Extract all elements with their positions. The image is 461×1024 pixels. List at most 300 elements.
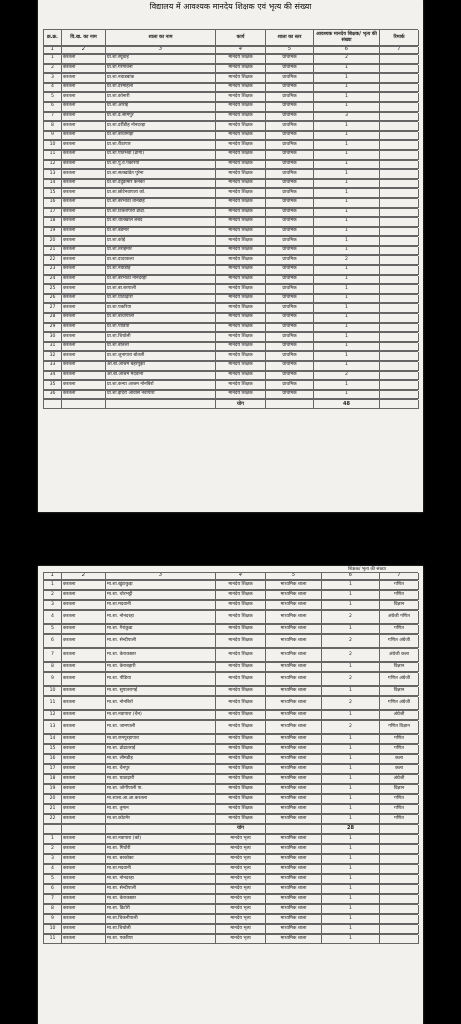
level-cell: प्राथमिक xyxy=(266,372,314,381)
remark-cell: गणित xyxy=(380,625,419,634)
role-cell: मानदेय शिक्षक xyxy=(216,285,266,294)
subtotal-value: 28 xyxy=(322,825,380,834)
count-cell: 1 xyxy=(314,151,380,160)
table-row xyxy=(43,284,418,294)
school-cell: मा.शा. ढोढातराई xyxy=(106,745,216,754)
level-cell: प्राथमिक xyxy=(266,256,314,265)
table-row xyxy=(43,54,418,64)
block-cell: करतला xyxy=(62,352,106,361)
block-cell: करतला xyxy=(62,915,106,924)
column-number: 4 xyxy=(216,573,266,580)
count-cell: 1 xyxy=(314,65,380,74)
remark-cell: कला xyxy=(380,755,419,764)
serial-cell: 8 xyxy=(44,122,62,131)
level-cell: प्राथमिक xyxy=(266,209,314,218)
role-cell: मानदेय शिक्षक xyxy=(216,247,266,256)
table-row xyxy=(43,804,418,814)
table-row xyxy=(43,246,418,256)
school-cell: प्रा.शा.छोटेनवापारा को. xyxy=(106,189,216,198)
role-cell: मानदेय भृत्य xyxy=(216,925,266,934)
remark-cell xyxy=(380,343,419,352)
school-cell: प्रा.शा.बरभांठा तीनडीह xyxy=(106,199,216,208)
count-cell: 1 xyxy=(314,84,380,93)
level-cell: प्राथमिक xyxy=(266,65,314,74)
level-cell: माध्यमिक शाला xyxy=(266,765,322,774)
serial-cell: 9 xyxy=(44,915,62,924)
level-cell: प्राथमिक xyxy=(266,93,314,102)
count-cell: 1 xyxy=(314,285,380,294)
remark-cell xyxy=(380,875,419,884)
role-cell: मानदेय शिक्षक xyxy=(216,199,266,208)
remark-cell xyxy=(380,352,419,361)
level-cell: प्राथमिक xyxy=(266,381,314,390)
school-cell: मा.शा. केराकछार xyxy=(106,895,216,904)
table-row xyxy=(43,83,418,93)
remark-cell xyxy=(380,141,419,150)
count-cell: 1 xyxy=(314,170,380,179)
count-cell: 1 xyxy=(314,141,380,150)
school-cell: प्रा.शा.कोई xyxy=(106,237,216,246)
count-cell: 1 xyxy=(322,925,380,934)
serial-cell: 33 xyxy=(44,362,62,371)
school-cell: मा.शा. नोनबिर्रा xyxy=(106,697,216,710)
block-cell: करतला xyxy=(62,663,106,672)
level-cell: प्राथमिक xyxy=(266,276,314,285)
serial-cell: 36 xyxy=(44,391,62,400)
level-cell: माध्यमिक शाला xyxy=(266,663,322,672)
column-number: 3 xyxy=(106,573,216,580)
level-cell: माध्यमिक शाला xyxy=(266,795,322,804)
serial-cell: 11 xyxy=(44,151,62,160)
level-cell: माध्यमिक शाला xyxy=(266,865,322,874)
school-cell: मा.शा. घाठाढ़ारी xyxy=(106,775,216,784)
level-cell: प्राथमिक xyxy=(266,122,314,131)
block-cell: करतला xyxy=(62,170,106,179)
block-cell: करतला xyxy=(62,765,106,774)
table-row xyxy=(43,624,418,634)
role-cell: मानदेय शिक्षक xyxy=(216,663,266,672)
staff-table-primary xyxy=(43,29,418,409)
block-cell: करतला xyxy=(62,161,106,170)
school-cell: मा.शा. जोगीपाली पा. xyxy=(106,785,216,794)
count-cell: 1 xyxy=(322,815,380,824)
block-cell: करतला xyxy=(62,935,106,944)
role-cell: मानदेय शिक्षक xyxy=(216,333,266,342)
count-cell: 1 xyxy=(322,935,380,944)
block-cell: करतला xyxy=(62,256,106,265)
count-cell: 2 xyxy=(314,372,380,381)
header-level-cell: शाला का स्तर xyxy=(266,30,314,46)
role-cell: मानदेय शिक्षक xyxy=(216,381,266,390)
school-cell: मा.शा.मदवानी xyxy=(106,601,216,610)
block-cell: करतला xyxy=(62,795,106,804)
level-cell: प्राथमिक xyxy=(266,151,314,160)
school-cell: प्रा.शा.रीठापार xyxy=(106,141,216,150)
serial-cell: 14 xyxy=(44,180,62,189)
count-cell: 1 xyxy=(322,835,380,844)
block-cell: करतला xyxy=(62,84,106,93)
table-row xyxy=(43,744,418,754)
count-cell: 1 xyxy=(322,795,380,804)
school-cell: प्रा.शा.इंदिरा आवास नवापारा xyxy=(106,391,216,400)
remark-cell xyxy=(380,189,419,198)
table-row xyxy=(43,313,418,323)
table-row xyxy=(43,754,418,764)
block-cell: करतला xyxy=(62,266,106,275)
serial-cell: 12 xyxy=(44,161,62,170)
count-cell: 2 xyxy=(322,697,380,710)
school-cell: प्रा.शा.जुनापारा बोतली xyxy=(106,352,216,361)
block-cell: करतला xyxy=(62,905,106,914)
school-cell: आ.बा.आश्रम बेहरपुझा xyxy=(106,362,216,371)
serial-cell: 6 xyxy=(44,635,62,648)
remark-cell xyxy=(380,855,419,864)
remark-cell: अंग्रेजी गणित xyxy=(380,611,419,624)
total-value: 48 xyxy=(314,400,380,409)
count-cell: 1 xyxy=(322,755,380,764)
school-cell: प्रा.शा.दादरकला xyxy=(106,256,216,265)
school-cell: मा.शा. तुमान xyxy=(106,805,216,814)
role-cell: मानदेय भृत्य xyxy=(216,835,266,844)
remark-cell xyxy=(380,170,419,179)
serial-cell: 20 xyxy=(44,795,62,804)
serial-cell: 15 xyxy=(44,745,62,754)
role-cell: मानदेय भृत्य xyxy=(216,935,266,944)
block-cell: करतला xyxy=(62,199,106,208)
level-cell: माध्यमिक शाला xyxy=(266,935,322,944)
remark-cell: विज्ञान xyxy=(380,663,419,672)
count-cell: 1 xyxy=(322,855,380,864)
remark-cell: गणित अंग्रेजी xyxy=(380,635,419,648)
role-cell: मानदेय शिक्षक xyxy=(216,581,266,590)
role-cell: मानदेय शिक्षक xyxy=(216,295,266,304)
count-cell: 2 xyxy=(322,721,380,734)
block-cell: करतला xyxy=(62,295,106,304)
serial-cell: 4 xyxy=(44,84,62,93)
table-row xyxy=(43,814,418,824)
remark-cell xyxy=(380,362,419,371)
level-cell: माध्यमिक शाला xyxy=(266,745,322,754)
serial-cell: 2 xyxy=(44,845,62,854)
table-row xyxy=(43,303,418,313)
count-cell: 1 xyxy=(314,199,380,208)
header-block-cell: वि.ख. का नाम xyxy=(62,30,106,46)
table-row xyxy=(43,580,418,590)
remark-cell: अंग्रेजी कला xyxy=(380,649,419,662)
level-cell: प्राथमिक xyxy=(266,324,314,333)
serial-cell: 7 xyxy=(44,649,62,662)
table-row xyxy=(43,64,418,74)
block-cell: करतला xyxy=(62,122,106,131)
role-cell: मानदेय शिक्षक xyxy=(216,209,266,218)
level-cell: प्राथमिक xyxy=(266,84,314,93)
block-cell: करतला xyxy=(62,141,106,150)
remark-cell xyxy=(380,180,419,189)
serial-cell: 10 xyxy=(44,141,62,150)
table-row xyxy=(43,794,418,804)
role-cell: मानदेय शिक्षक xyxy=(216,55,266,64)
table-row xyxy=(43,112,418,122)
remark-cell: गणित अंग्रेजी xyxy=(380,673,419,686)
role-cell: मानदेय शिक्षक xyxy=(216,795,266,804)
role-cell: मानदेय शिक्षक xyxy=(216,266,266,275)
level-cell: प्राथमिक xyxy=(266,74,314,83)
serial-cell: 5 xyxy=(44,93,62,102)
level-cell: माध्यमिक शाला xyxy=(266,711,322,720)
table-row xyxy=(43,774,418,784)
column-number: 2 xyxy=(62,573,106,580)
table-row xyxy=(43,672,418,686)
level-cell: माध्यमिक शाला xyxy=(266,649,322,662)
column-number: 5 xyxy=(266,573,322,580)
level-cell: माध्यमिक शाला xyxy=(266,721,322,734)
table-row xyxy=(43,610,418,624)
block-cell: करतला xyxy=(62,55,106,64)
role-cell: मानदेय शिक्षक xyxy=(216,304,266,313)
remark-cell: कला xyxy=(380,765,419,774)
table-row xyxy=(43,764,418,774)
role-cell: मानदेय शिक्षक xyxy=(216,84,266,93)
remark-cell xyxy=(380,905,419,914)
serial-cell: 6 xyxy=(44,885,62,894)
column-number: 6 xyxy=(322,573,380,580)
school-cell: प्रा.शा.ढ.सामपुर xyxy=(106,113,216,122)
count-cell: 1 xyxy=(322,805,380,814)
staff-table-middle xyxy=(43,572,418,944)
role-cell: मानदेय शिक्षक xyxy=(216,745,266,754)
block-cell: करतला xyxy=(62,65,106,74)
table-row xyxy=(43,217,418,227)
serial-cell: 7 xyxy=(44,113,62,122)
level-cell: प्राथमिक xyxy=(266,103,314,112)
remark-cell: गणित xyxy=(380,795,419,804)
serial-cell: 1 xyxy=(44,581,62,590)
remark-cell xyxy=(380,122,419,131)
serial-cell: 26 xyxy=(44,295,62,304)
role-cell: मानदेय शिक्षक xyxy=(216,228,266,237)
role-cell: मानदेय शिक्षक xyxy=(216,161,266,170)
school-cell: प्रा.शा.बडमार xyxy=(106,228,216,237)
role-cell: मानदेय शिक्षक xyxy=(216,343,266,352)
remark-cell: गणित xyxy=(380,735,419,744)
school-cell: प्रा.शा.घाठाढ़ारी xyxy=(106,295,216,304)
header-role-cell: कार्य xyxy=(216,30,266,46)
count-cell: 2 xyxy=(314,55,380,64)
serial-cell: 32 xyxy=(44,352,62,361)
role-cell: मानदेय शिक्षक xyxy=(216,815,266,824)
header-count-cell: आवश्यक मानदेय शिक्षक/ भृत्य की संख्या xyxy=(314,30,380,46)
count-cell: 1 xyxy=(322,591,380,600)
remark-cell xyxy=(380,276,419,285)
level-cell: माध्यमिक शाला xyxy=(266,785,322,794)
remark-cell: विज्ञान xyxy=(380,687,419,696)
table-row xyxy=(43,864,418,874)
school-cell: मा.शा. केराबहारी xyxy=(106,663,216,672)
role-cell: मानदेय शिक्षक xyxy=(216,180,266,189)
count-cell: 1 xyxy=(314,391,380,400)
table-row xyxy=(43,380,418,390)
subtotal-label: योग xyxy=(216,825,266,834)
table-body xyxy=(43,580,418,824)
column-number-row xyxy=(43,46,418,54)
serial-cell: 4 xyxy=(44,865,62,874)
column-number: 4 xyxy=(216,47,266,54)
remark-cell xyxy=(380,55,419,64)
table-row xyxy=(43,934,418,944)
table-row xyxy=(43,351,418,361)
school-cell: मा.शा. गैरांकुडा xyxy=(106,625,216,634)
table-row xyxy=(43,188,418,198)
count-cell: 1 xyxy=(314,218,380,227)
block-cell: करतला xyxy=(62,228,106,237)
remark-cell xyxy=(380,132,419,141)
role-cell: मानदेय शिक्षक xyxy=(216,141,266,150)
header-remark-cell: रिमार्क xyxy=(380,30,419,46)
school-cell: मा.शा.मदवानी xyxy=(106,865,216,874)
school-cell: प्रा.शा.पीडिया xyxy=(106,324,216,333)
column-number: 3 xyxy=(106,47,216,54)
block-cell: करतला xyxy=(62,711,106,720)
remark-cell: विज्ञान xyxy=(380,601,419,610)
school-cell: प्रा.शा.दर्रीडीह नोनदरहा xyxy=(106,122,216,131)
count-cell: 3 xyxy=(314,113,380,122)
serial-cell: 18 xyxy=(44,775,62,784)
serial-cell: 18 xyxy=(44,218,62,227)
table-row xyxy=(43,102,418,112)
remark-cell xyxy=(380,237,419,246)
table-row xyxy=(43,924,418,934)
role-cell: मानदेय शिक्षक xyxy=(216,649,266,662)
block-cell: करतला xyxy=(62,113,106,122)
level-cell: माध्यमिक शाला xyxy=(266,845,322,854)
block-cell: करतला xyxy=(62,865,106,874)
count-cell: 1 xyxy=(322,885,380,894)
serial-cell: 25 xyxy=(44,285,62,294)
remark-cell xyxy=(380,247,419,256)
role-cell: मानदेय भृत्य xyxy=(216,885,266,894)
role-cell: मानदेय शिक्षक xyxy=(216,735,266,744)
table-row xyxy=(43,784,418,794)
role-cell: मानदेय शिक्षक xyxy=(216,711,266,720)
serial-cell: 11 xyxy=(44,935,62,944)
remark-cell: गणित xyxy=(380,745,419,754)
table-row xyxy=(43,914,418,924)
table-row xyxy=(43,294,418,304)
count-cell: 2 xyxy=(322,635,380,648)
serial-cell: 21 xyxy=(44,805,62,814)
count-cell: 1 xyxy=(322,687,380,696)
count-cell: 1 xyxy=(314,122,380,131)
count-cell: 1 xyxy=(314,362,380,371)
table-row xyxy=(43,662,418,672)
level-cell: माध्यमिक शाला xyxy=(266,925,322,934)
count-cell: 2 xyxy=(322,649,380,662)
count-cell: 1 xyxy=(322,865,380,874)
serial-cell: 34 xyxy=(44,372,62,381)
school-cell: प्रा.शा.पीतभंवा (ढोंगा) xyxy=(106,151,216,160)
table-body xyxy=(43,54,418,399)
remark-cell: अंग्रेजी xyxy=(380,711,419,720)
role-cell: मानदेय भृत्य xyxy=(216,865,266,874)
school-cell: मा.शा. पकरिया xyxy=(106,935,216,944)
role-cell: मानदेय शिक्षक xyxy=(216,170,266,179)
role-cell: मानदेय शिक्षक xyxy=(216,775,266,784)
level-cell: प्राथमिक xyxy=(266,237,314,246)
serial-cell: 9 xyxy=(44,673,62,686)
block-cell: करतला xyxy=(62,209,106,218)
count-cell: 1 xyxy=(314,352,380,361)
count-cell: 1 xyxy=(314,295,380,304)
header-school-cell: शाला का नाम xyxy=(106,30,216,46)
remark-cell xyxy=(380,74,419,83)
remark-cell xyxy=(380,835,419,844)
total-label: योग xyxy=(216,400,266,409)
level-cell: माध्यमिक शाला xyxy=(266,625,322,634)
block-cell: करतला xyxy=(62,391,106,400)
level-cell: माध्यमिक शाला xyxy=(266,735,322,744)
column-number: 1 xyxy=(44,573,62,580)
serial-cell: 12 xyxy=(44,711,62,720)
school-cell: प्रा.शा.स्यूठीह xyxy=(106,55,216,64)
school-cell: मा.शा.नवापारा (चैन) xyxy=(106,711,216,720)
school-cell: मा.शा. केराकछार xyxy=(106,649,216,662)
role-cell: मानदेय शिक्षक xyxy=(216,805,266,814)
block-cell: करतला xyxy=(62,885,106,894)
school-cell: प्रा.शा.नवाडबांक xyxy=(106,74,216,83)
level-cell: माध्यमिक शाला xyxy=(266,673,322,686)
level-cell: प्राथमिक xyxy=(266,161,314,170)
serial-cell: 1 xyxy=(44,835,62,844)
table-row xyxy=(43,160,418,170)
school-cell: मा.शा. सेन्दीपाली xyxy=(106,635,216,648)
count-cell: 2 xyxy=(314,256,380,265)
column-number: 7 xyxy=(380,47,419,54)
block-cell: करतला xyxy=(62,673,106,686)
serial-cell: 28 xyxy=(44,314,62,323)
count-cell: 1 xyxy=(322,765,380,774)
block-cell: करतला xyxy=(62,333,106,342)
column-number: 1 xyxy=(44,47,62,54)
remark-cell xyxy=(380,372,419,381)
role-cell: मानदेय शिक्षक xyxy=(216,785,266,794)
role-cell: मानदेय भृत्य xyxy=(216,905,266,914)
level-cell: प्राथमिक xyxy=(266,295,314,304)
count-cell: 1 xyxy=(322,775,380,784)
count-cell: 1 xyxy=(314,132,380,141)
block-cell: करतला xyxy=(62,189,106,198)
block-cell: करतला xyxy=(62,925,106,934)
remark-cell xyxy=(380,218,419,227)
school-cell: प्रा.शा.पु.व.पकरिया xyxy=(106,161,216,170)
block-cell: करतला xyxy=(62,845,106,854)
remark-cell: गणित xyxy=(380,581,419,590)
school-cell: मा.शा. सेन्दीपाली xyxy=(106,885,216,894)
school-cell: प्रा.शा.टिकरीपारा ढोढा. xyxy=(106,209,216,218)
level-cell: माध्यमिक शाला xyxy=(266,805,322,814)
role-cell: मानदेय शिक्षक xyxy=(216,721,266,734)
serial-cell: 3 xyxy=(44,74,62,83)
level-cell: प्राथमिक xyxy=(266,304,314,313)
role-cell: मानदेय भृत्य xyxy=(216,845,266,854)
school-cell: मा.शा. पीडिया xyxy=(106,673,216,686)
block-cell: करतला xyxy=(62,611,106,624)
remark-cell xyxy=(380,381,419,390)
level-cell: माध्यमिक शाला xyxy=(266,697,322,710)
count-cell: 1 xyxy=(314,381,380,390)
remark-cell xyxy=(380,209,419,218)
remark-cell xyxy=(380,103,419,112)
count-cell: 1 xyxy=(322,895,380,904)
